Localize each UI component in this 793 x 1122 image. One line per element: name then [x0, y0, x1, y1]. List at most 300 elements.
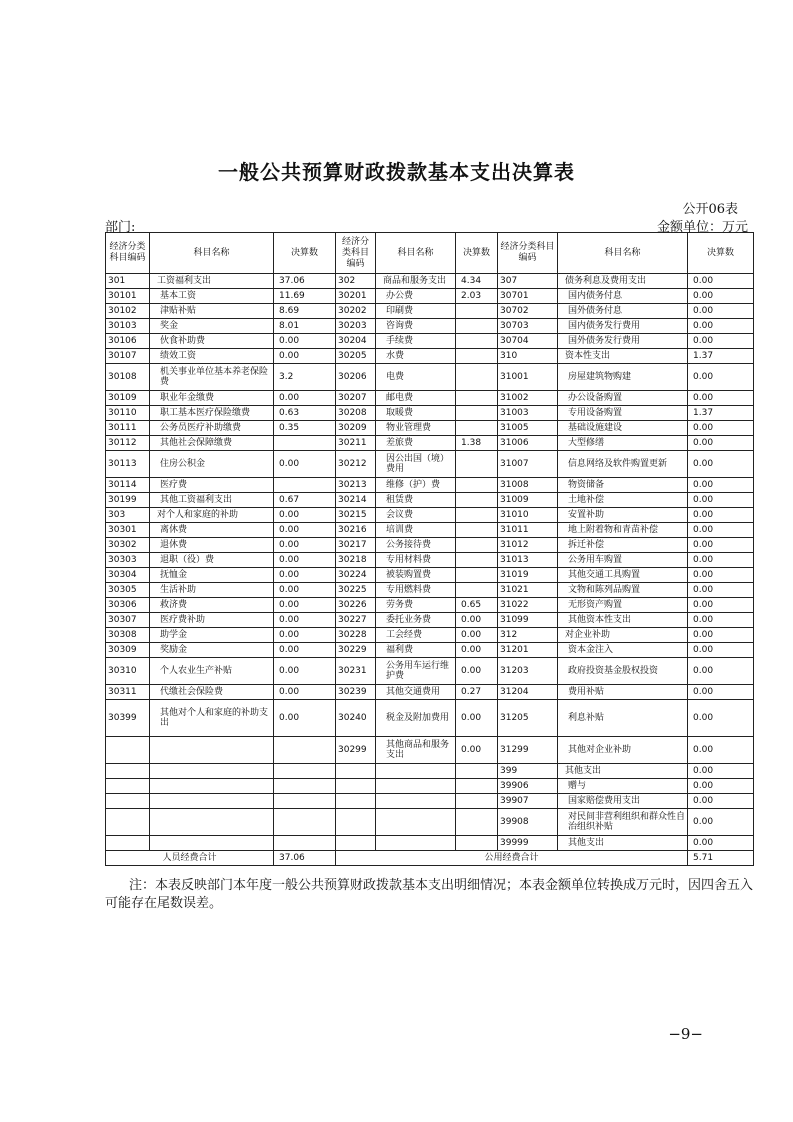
- amount-cell: [456, 794, 498, 809]
- amount-cell: 0.00: [688, 451, 754, 478]
- amount-cell: [274, 794, 336, 809]
- code-cell: 30399: [106, 700, 150, 737]
- item-name-cell: 资本金注入: [558, 643, 688, 658]
- item-name-cell: 维修（护）费: [376, 478, 456, 493]
- amount-cell: [456, 779, 498, 794]
- code-cell: 31005: [498, 421, 558, 436]
- code-cell: [336, 794, 376, 809]
- item-name-cell: 地上附着物和青苗补偿: [558, 523, 688, 538]
- item-name-cell: 职工基本医疗保险缴费: [150, 406, 274, 421]
- code-cell: 30108: [106, 364, 150, 391]
- amount-cell: 0.00: [274, 613, 336, 628]
- item-name-cell: 救济费: [150, 598, 274, 613]
- item-name-cell: 水费: [376, 349, 456, 364]
- item-name-cell: 利息补贴: [558, 700, 688, 737]
- code-cell: 30206: [336, 364, 376, 391]
- amount-cell: [456, 304, 498, 319]
- item-name-cell: 费用补贴: [558, 685, 688, 700]
- item-name-cell: 国内债务付息: [558, 289, 688, 304]
- code-cell: 31010: [498, 508, 558, 523]
- code-cell: 31099: [498, 613, 558, 628]
- amount-cell: 0.00: [456, 700, 498, 737]
- item-name-cell: 其他支出: [558, 836, 688, 851]
- code-cell: [336, 779, 376, 794]
- amount-cell: 8.69: [274, 304, 336, 319]
- amount-cell: 0.00: [688, 523, 754, 538]
- code-cell: 31011: [498, 523, 558, 538]
- amount-cell: 0.00: [456, 737, 498, 764]
- amount-cell: 11.69: [274, 289, 336, 304]
- item-name-cell: 土地补偿: [558, 493, 688, 508]
- header-name-1: 科目名称: [150, 233, 274, 274]
- code-cell: 30310: [106, 658, 150, 685]
- table-row: [106, 451, 754, 478]
- item-name-cell: 租赁费: [376, 493, 456, 508]
- header-amount-2: 决算数: [456, 233, 498, 274]
- item-name-cell: 对企业补助: [558, 628, 688, 643]
- amount-cell: 0.00: [688, 553, 754, 568]
- code-cell: 31203: [498, 658, 558, 685]
- table-row: [106, 628, 754, 643]
- item-name-cell: 工资福利支出: [150, 274, 274, 289]
- amount-cell: 1.37: [688, 349, 754, 364]
- item-name-cell: [150, 737, 274, 764]
- amount-cell: [456, 391, 498, 406]
- item-name-cell: 劳务费: [376, 598, 456, 613]
- code-cell: [106, 836, 150, 851]
- table-row: [106, 643, 754, 658]
- page-title: 一般公共预算财政拨款基本支出决算表: [218, 160, 575, 184]
- code-cell: 30213: [336, 478, 376, 493]
- table-row: [106, 436, 754, 451]
- code-cell: 30114: [106, 478, 150, 493]
- amount-cell: 0.00: [688, 421, 754, 436]
- code-cell: 31008: [498, 478, 558, 493]
- amount-cell: 0.00: [274, 598, 336, 613]
- amount-cell: 0.00: [688, 583, 754, 598]
- code-cell: 31021: [498, 583, 558, 598]
- code-cell: 30231: [336, 658, 376, 685]
- code-cell: 30201: [336, 289, 376, 304]
- code-cell: 30305: [106, 583, 150, 598]
- item-name-cell: 退休费: [150, 538, 274, 553]
- code-cell: [336, 836, 376, 851]
- amount-cell: 0.00: [274, 553, 336, 568]
- amount-cell: 8.01: [274, 319, 336, 334]
- amount-cell: [456, 406, 498, 421]
- amount-cell: [456, 764, 498, 779]
- table-header-row: [106, 233, 754, 274]
- code-cell: 302: [336, 274, 376, 289]
- item-name-cell: 培训费: [376, 523, 456, 538]
- code-cell: 30106: [106, 334, 150, 349]
- code-cell: 30110: [106, 406, 150, 421]
- amount-cell: 2.03: [456, 289, 498, 304]
- amount-cell: [456, 523, 498, 538]
- code-cell: 30307: [106, 613, 150, 628]
- header-code-1: 经济分类科目编码: [106, 233, 150, 274]
- code-cell: 30111: [106, 421, 150, 436]
- item-name-cell: 公务接待费: [376, 538, 456, 553]
- item-name-cell: 委托业务费: [376, 613, 456, 628]
- code-cell: 30205: [336, 349, 376, 364]
- item-name-cell: 其他对个人和家庭的补助支出: [150, 700, 274, 737]
- amount-cell: 0.00: [688, 628, 754, 643]
- item-name-cell: [376, 794, 456, 809]
- amount-cell: [456, 349, 498, 364]
- code-cell: 30204: [336, 334, 376, 349]
- table-row: [106, 319, 754, 334]
- amount-cell: [456, 319, 498, 334]
- unit-label: 金额单位：万元: [656, 220, 748, 235]
- item-name-cell: 其他交通工具购置: [558, 568, 688, 583]
- item-name-cell: 其他支出: [558, 764, 688, 779]
- table-row: [106, 583, 754, 598]
- amount-cell: 0.00: [688, 493, 754, 508]
- code-cell: [106, 794, 150, 809]
- code-cell: [336, 764, 376, 779]
- item-name-cell: 生活补助: [150, 583, 274, 598]
- amount-cell: 0.00: [274, 508, 336, 523]
- amount-cell: [456, 451, 498, 478]
- code-cell: 30226: [336, 598, 376, 613]
- item-name-cell: 债务利息及费用支出: [558, 274, 688, 289]
- item-name-cell: 助学金: [150, 628, 274, 643]
- header-code-2: 经济分类科目编码: [336, 233, 376, 274]
- header-amount-3: 决算数: [688, 233, 754, 274]
- table-row: [106, 391, 754, 406]
- code-cell: 30227: [336, 613, 376, 628]
- item-name-cell: 其他交通费用: [376, 685, 456, 700]
- code-cell: 31002: [498, 391, 558, 406]
- code-cell: 30202: [336, 304, 376, 319]
- item-name-cell: 专用燃料费: [376, 583, 456, 598]
- table-row: [106, 836, 754, 851]
- amount-cell: [456, 538, 498, 553]
- amount-cell: [456, 493, 498, 508]
- code-cell: 30207: [336, 391, 376, 406]
- amount-cell: 0.00: [274, 700, 336, 737]
- amount-cell: [456, 421, 498, 436]
- code-cell: 30199: [106, 493, 150, 508]
- code-cell: [106, 809, 150, 836]
- item-name-cell: 公务用车购置: [558, 553, 688, 568]
- code-cell: 30209: [336, 421, 376, 436]
- code-cell: 30311: [106, 685, 150, 700]
- code-cell: 30240: [336, 700, 376, 737]
- code-cell: 30301: [106, 523, 150, 538]
- item-name-cell: 税金及附加费用: [376, 700, 456, 737]
- table-row: [106, 406, 754, 421]
- item-name-cell: 其他商品和服务支出: [376, 737, 456, 764]
- item-name-cell: [376, 764, 456, 779]
- amount-cell: 0.00: [688, 436, 754, 451]
- item-name-cell: 会议费: [376, 508, 456, 523]
- code-cell: 30212: [336, 451, 376, 478]
- item-name-cell: [150, 779, 274, 794]
- table-row: [106, 493, 754, 508]
- item-name-cell: [376, 836, 456, 851]
- table-row: [106, 478, 754, 493]
- item-name-cell: 专用设备购置: [558, 406, 688, 421]
- item-name-cell: 其他社会保障缴费: [150, 436, 274, 451]
- totals-row: [106, 851, 754, 866]
- amount-cell: 0.00: [274, 643, 336, 658]
- amount-cell: 0.00: [274, 628, 336, 643]
- table-row: [106, 764, 754, 779]
- item-name-cell: 医疗费: [150, 478, 274, 493]
- item-name-cell: 因公出国（境）费用: [376, 451, 456, 478]
- amount-cell: [456, 583, 498, 598]
- code-cell: 307: [498, 274, 558, 289]
- amount-cell: 0.00: [688, 737, 754, 764]
- code-cell: 30239: [336, 685, 376, 700]
- code-cell: 30702: [498, 304, 558, 319]
- item-name-cell: 安置补助: [558, 508, 688, 523]
- public-total-label: 公用经费合计: [336, 851, 688, 866]
- item-name-cell: [376, 809, 456, 836]
- code-cell: 31006: [498, 436, 558, 451]
- code-cell: 30229: [336, 643, 376, 658]
- code-cell: 30704: [498, 334, 558, 349]
- code-cell: 30306: [106, 598, 150, 613]
- item-name-cell: 差旅费: [376, 436, 456, 451]
- code-cell: 30224: [336, 568, 376, 583]
- amount-cell: [274, 779, 336, 794]
- item-name-cell: [376, 779, 456, 794]
- amount-cell: 0.00: [688, 658, 754, 685]
- table-row: [106, 658, 754, 685]
- code-cell: 31204: [498, 685, 558, 700]
- item-name-cell: 物业管理费: [376, 421, 456, 436]
- amount-cell: 0.00: [274, 349, 336, 364]
- amount-cell: 0.35: [274, 421, 336, 436]
- item-name-cell: 福利费: [376, 643, 456, 658]
- header-name-3: 科目名称: [558, 233, 688, 274]
- expenditure-table: [105, 232, 754, 866]
- code-cell: 30218: [336, 553, 376, 568]
- amount-cell: 0.00: [274, 658, 336, 685]
- item-name-cell: 邮电费: [376, 391, 456, 406]
- item-name-cell: 被装购置费: [376, 568, 456, 583]
- header-code-3: 经济分类科目编码: [498, 233, 558, 274]
- item-name-cell: 其他对企业补助: [558, 737, 688, 764]
- code-cell: 39908: [498, 809, 558, 836]
- item-name-cell: 房屋建筑物购建: [558, 364, 688, 391]
- amount-cell: 0.00: [274, 685, 336, 700]
- code-cell: 31299: [498, 737, 558, 764]
- amount-cell: [274, 737, 336, 764]
- amount-cell: 0.00: [688, 794, 754, 809]
- amount-cell: 0.00: [688, 643, 754, 658]
- code-cell: 31019: [498, 568, 558, 583]
- item-name-cell: 机关事业单位基本养老保险费: [150, 364, 274, 391]
- item-name-cell: 咨询费: [376, 319, 456, 334]
- item-name-cell: 医疗费补助: [150, 613, 274, 628]
- amount-cell: 1.37: [688, 406, 754, 421]
- code-cell: [336, 809, 376, 836]
- amount-cell: [456, 334, 498, 349]
- amount-cell: [274, 478, 336, 493]
- item-name-cell: 印刷费: [376, 304, 456, 319]
- item-name-cell: 物资储备: [558, 478, 688, 493]
- item-name-cell: [150, 764, 274, 779]
- item-name-cell: 离休费: [150, 523, 274, 538]
- amount-cell: 0.00: [688, 685, 754, 700]
- amount-cell: [456, 809, 498, 836]
- item-name-cell: 抚恤金: [150, 568, 274, 583]
- code-cell: 30302: [106, 538, 150, 553]
- table-row: [106, 779, 754, 794]
- amount-cell: 0.00: [688, 779, 754, 794]
- item-name-cell: [150, 836, 274, 851]
- amount-cell: 0.00: [274, 334, 336, 349]
- form-number: 公开06表: [682, 202, 738, 217]
- amount-cell: 3.2: [274, 364, 336, 391]
- code-cell: [106, 764, 150, 779]
- amount-cell: 0.00: [456, 643, 498, 658]
- item-name-cell: 信息网络及软件购置更新: [558, 451, 688, 478]
- amount-cell: [456, 508, 498, 523]
- amount-cell: 0.00: [688, 598, 754, 613]
- table-row: [106, 613, 754, 628]
- table-row: [106, 289, 754, 304]
- item-name-cell: 奖励金: [150, 643, 274, 658]
- amount-cell: 4.34: [456, 274, 498, 289]
- code-cell: 30109: [106, 391, 150, 406]
- code-cell: 30203: [336, 319, 376, 334]
- item-name-cell: 基本工资: [150, 289, 274, 304]
- code-cell: 31205: [498, 700, 558, 737]
- item-name-cell: 对个人和家庭的补助: [150, 508, 274, 523]
- page-number: −9−: [668, 1025, 703, 1043]
- item-name-cell: 对民间非营利组织和群众性自治组织补贴: [558, 809, 688, 836]
- code-cell: 30299: [336, 737, 376, 764]
- amount-cell: 1.38: [456, 436, 498, 451]
- item-name-cell: 奖金: [150, 319, 274, 334]
- amount-cell: 0.00: [688, 809, 754, 836]
- code-cell: 30103: [106, 319, 150, 334]
- item-name-cell: 赠与: [558, 779, 688, 794]
- amount-cell: [456, 478, 498, 493]
- footnote-text: 注：本表反映部门本年度一般公共预算财政拨款基本支出明细情况；本表金额单位转换成万元时，因四舍五入可能存在尾数误差。: [105, 878, 754, 911]
- header-name-2: 科目名称: [376, 233, 456, 274]
- table-row: [106, 737, 754, 764]
- code-cell: 30215: [336, 508, 376, 523]
- code-cell: 30225: [336, 583, 376, 598]
- item-name-cell: 代缴社会保险费: [150, 685, 274, 700]
- code-cell: [106, 779, 150, 794]
- amount-cell: 0.00: [688, 289, 754, 304]
- amount-cell: 37.06: [274, 274, 336, 289]
- amount-cell: 0.00: [688, 391, 754, 406]
- amount-cell: 0.00: [688, 508, 754, 523]
- amount-cell: [274, 436, 336, 451]
- amount-cell: 0.00: [688, 364, 754, 391]
- code-cell: 31001: [498, 364, 558, 391]
- code-cell: 30113: [106, 451, 150, 478]
- code-cell: 30101: [106, 289, 150, 304]
- code-cell: 31013: [498, 553, 558, 568]
- table-row: [106, 538, 754, 553]
- code-cell: 30112: [106, 436, 150, 451]
- item-name-cell: 伙食补助费: [150, 334, 274, 349]
- code-cell: 303: [106, 508, 150, 523]
- item-name-cell: [150, 794, 274, 809]
- code-cell: 30217: [336, 538, 376, 553]
- table-row: [106, 598, 754, 613]
- table-row: [106, 809, 754, 836]
- amount-cell: 0.00: [688, 568, 754, 583]
- code-cell: 30303: [106, 553, 150, 568]
- amount-cell: 0.65: [456, 598, 498, 613]
- department-label: 部门:: [105, 220, 136, 235]
- amount-cell: [274, 764, 336, 779]
- table-row: [106, 274, 754, 289]
- table-row: [106, 364, 754, 391]
- item-name-cell: 商品和服务支出: [376, 274, 456, 289]
- item-name-cell: 资本性支出: [558, 349, 688, 364]
- table-row: [106, 685, 754, 700]
- item-name-cell: 国内债务发行费用: [558, 319, 688, 334]
- amount-cell: 0.00: [688, 538, 754, 553]
- table-row: [106, 700, 754, 737]
- public-total-value: 5.71: [688, 851, 754, 866]
- code-cell: 30102: [106, 304, 150, 319]
- code-cell: 30216: [336, 523, 376, 538]
- item-name-cell: 基础设施建设: [558, 421, 688, 436]
- code-cell: [106, 737, 150, 764]
- item-name-cell: 其他工资福利支出: [150, 493, 274, 508]
- table-row: [106, 794, 754, 809]
- item-name-cell: 个人农业生产补贴: [150, 658, 274, 685]
- item-name-cell: 国外债务发行费用: [558, 334, 688, 349]
- item-name-cell: 退职（役）费: [150, 553, 274, 568]
- amount-cell: [456, 836, 498, 851]
- amount-cell: 0.00: [456, 658, 498, 685]
- item-name-cell: 办公费: [376, 289, 456, 304]
- code-cell: 30308: [106, 628, 150, 643]
- amount-cell: [456, 364, 498, 391]
- footnote: [105, 877, 755, 913]
- amount-cell: 0.00: [688, 764, 754, 779]
- item-name-cell: 电费: [376, 364, 456, 391]
- amount-cell: [456, 553, 498, 568]
- item-name-cell: [150, 809, 274, 836]
- item-name-cell: 国家赔偿费用支出: [558, 794, 688, 809]
- item-name-cell: 绩效工资: [150, 349, 274, 364]
- amount-cell: 0.00: [688, 613, 754, 628]
- code-cell: 30211: [336, 436, 376, 451]
- table-row: [106, 553, 754, 568]
- amount-cell: 0.00: [688, 319, 754, 334]
- amount-cell: 0.00: [274, 583, 336, 598]
- table-row: [106, 334, 754, 349]
- code-cell: 30107: [106, 349, 150, 364]
- code-cell: 30208: [336, 406, 376, 421]
- amount-cell: 0.00: [688, 334, 754, 349]
- amount-cell: 0.00: [688, 836, 754, 851]
- code-cell: 31003: [498, 406, 558, 421]
- table-row: [106, 508, 754, 523]
- item-name-cell: 拆迁补偿: [558, 538, 688, 553]
- code-cell: 31012: [498, 538, 558, 553]
- amount-cell: 0.67: [274, 493, 336, 508]
- amount-cell: 0.00: [688, 304, 754, 319]
- header-amount-1: 决算数: [274, 233, 336, 274]
- code-cell: 39999: [498, 836, 558, 851]
- code-cell: 301: [106, 274, 150, 289]
